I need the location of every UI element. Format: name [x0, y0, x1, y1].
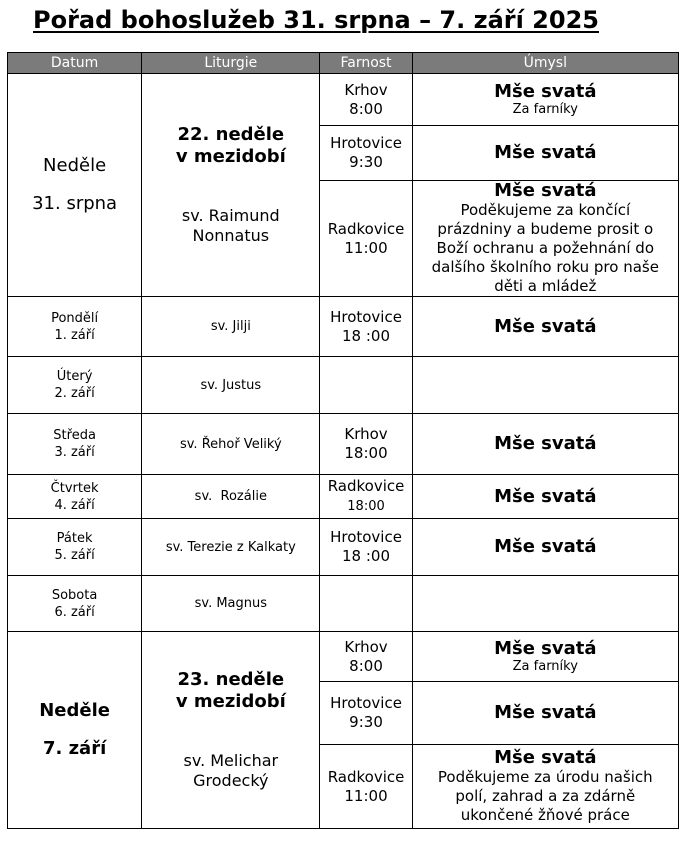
day-name: Neděle: [39, 700, 110, 721]
parish-name: Radkovice: [327, 477, 405, 495]
date-cell: [8, 297, 142, 357]
parish-cell: [320, 74, 412, 126]
mass-title: Mše svatá: [494, 702, 597, 723]
saint-line: Nonnatus: [192, 226, 270, 245]
date-cell: [8, 414, 142, 475]
parish-name: Hrotovice: [330, 307, 402, 326]
page-title: Pořad bohoslužeb 31. srpna – 7. září 2025: [33, 6, 599, 34]
saint-name: [142, 206, 319, 246]
date-cell-sunday2: [8, 632, 142, 829]
table-row: [8, 632, 679, 682]
table-row: [8, 357, 679, 414]
mass-note-line: Boží ochranu a požehnání do: [436, 239, 655, 257]
liturgy-cell: sv. Terezie z Kalkaty: [142, 519, 320, 576]
saint-line: sv. Raimund: [181, 206, 280, 225]
mass-time: 9:30: [349, 713, 383, 731]
table-row: [8, 74, 679, 126]
day-name: Čtvrtek: [50, 480, 99, 496]
table-row: [8, 297, 679, 357]
day-date: 3. září: [54, 445, 95, 460]
mass-time: 8:00: [349, 99, 383, 118]
saint-line: sv. Melichar: [183, 751, 279, 770]
mass-title: Mše svatá: [494, 433, 597, 454]
liturgy-cell: sv. Rozálie: [142, 475, 320, 519]
day-name: Pátek: [56, 531, 93, 546]
parish-cell: [320, 126, 412, 181]
mass-time: 18 :00: [342, 326, 391, 345]
mass-title: Mše svatá: [494, 80, 597, 102]
day-name: Sobota: [51, 587, 98, 603]
date-cell: [8, 519, 142, 576]
day-date: 4. září: [54, 497, 95, 513]
liturgy-subtitle: v mezidobí: [175, 146, 286, 167]
parish-cell: [320, 632, 412, 682]
mass-note: Za farníky: [512, 101, 578, 117]
header-row: [8, 53, 679, 74]
mass-time: 9:30: [349, 153, 383, 171]
header-date: Datum: [8, 53, 142, 74]
mass-time: 18:00: [347, 499, 385, 514]
parish-name: Radkovice: [327, 219, 405, 238]
date-cell-sunday1: [8, 74, 142, 297]
intention-cell: [412, 74, 678, 126]
mass-note-line: děti a mládež: [494, 277, 597, 295]
mass-note-line: ukončené žňové práce: [460, 806, 630, 824]
parish-cell: [320, 519, 412, 576]
intention-cell: [412, 357, 678, 414]
date-cell: [8, 475, 142, 519]
table-row: [8, 414, 679, 475]
intention-cell: [412, 576, 678, 632]
day-date: 5. září: [54, 548, 95, 563]
table-row: [8, 576, 679, 632]
day-date: 2. září: [54, 386, 95, 401]
mass-time: 11:00: [344, 786, 388, 805]
parish-cell: [320, 576, 412, 632]
date-cell: [8, 576, 142, 632]
parish-name: Hrotovice: [330, 694, 402, 712]
mass-time: 8:00: [349, 656, 383, 675]
liturgy-cell-sunday2: [142, 632, 320, 829]
intention-cell: [412, 519, 678, 576]
parish-cell: [320, 682, 412, 745]
intention-cell: [412, 475, 678, 519]
mass-time: 18:00: [344, 444, 388, 462]
mass-note-line: dalšího školního roku pro naše: [431, 258, 659, 276]
parish-cell: [320, 297, 412, 357]
day-name: Pondělí: [51, 310, 99, 326]
mass-title: Mše svatá: [494, 142, 597, 163]
saint-name: [142, 751, 319, 791]
mass-title: Mše svatá: [494, 180, 597, 201]
mass-title: Mše svatá: [494, 637, 597, 659]
parish-name: Krhov: [344, 80, 388, 99]
parish-name: Hrotovice: [330, 134, 402, 152]
liturgy-cell: sv. Řehoř Veliký: [142, 414, 320, 475]
liturgy-cell: sv. Justus: [142, 357, 320, 414]
mass-note-line: polí, zahrad a za zdárně: [455, 787, 636, 805]
day-date: 7. září: [42, 738, 107, 759]
day-date: 1. září: [54, 327, 95, 343]
table-row: [8, 475, 679, 519]
parish-cell: [320, 414, 412, 475]
mass-time: 18 :00: [342, 547, 391, 565]
mass-title: Mše svatá: [494, 536, 597, 557]
day-name: Neděle: [43, 155, 107, 176]
liturgy-cell: sv. Magnus: [142, 576, 320, 632]
liturgy-subtitle: v mezidobí: [175, 691, 286, 712]
intention-cell: [412, 632, 678, 682]
parish-name: Krhov: [344, 425, 388, 443]
parish-cell: [320, 475, 412, 519]
intention-cell: [412, 745, 678, 829]
mass-note: Za farníky: [512, 658, 578, 674]
intention-cell: [412, 126, 678, 181]
mass-time: 11:00: [344, 238, 388, 257]
mass-note-line: prázdniny a budeme prosit o: [437, 220, 654, 238]
mass-note-line: Poděkujeme za končící: [460, 201, 631, 219]
date-cell: [8, 357, 142, 414]
header-intention: Úmysl: [412, 53, 678, 74]
day-date: 31. srpna: [32, 193, 118, 214]
parish-cell: [320, 745, 412, 829]
liturgy-title: 23. neděle: [177, 669, 285, 690]
table-row: [8, 519, 679, 576]
schedule-table: [7, 52, 679, 829]
mass-title: Mše svatá: [494, 315, 597, 337]
liturgy-title: 22. neděle: [177, 124, 285, 145]
parish-name: Radkovice: [327, 767, 405, 786]
parish-name: Krhov: [344, 637, 388, 656]
saint-line: Grodecký: [193, 771, 269, 790]
mass-title: Mše svatá: [494, 485, 597, 507]
parish-cell: [320, 357, 412, 414]
intention-cell: [412, 682, 678, 745]
liturgy-cell-sunday1: [142, 74, 320, 297]
intention-cell: [412, 181, 678, 297]
liturgy-cell: sv. Jilji: [142, 297, 320, 357]
header-liturgy: Liturgie: [142, 53, 320, 74]
mass-note-line: Poděkujeme za úrodu našich: [437, 768, 653, 786]
intention-cell: [412, 414, 678, 475]
day-name: Úterý: [56, 369, 93, 384]
intention-cell: [412, 297, 678, 357]
parish-name: Hrotovice: [330, 528, 402, 546]
parish-cell: [320, 181, 412, 297]
header-parish: Farnost: [320, 53, 412, 74]
mass-title: Mše svatá: [494, 747, 597, 768]
day-date: 6. září: [54, 604, 95, 620]
day-name: Středa: [53, 428, 96, 443]
